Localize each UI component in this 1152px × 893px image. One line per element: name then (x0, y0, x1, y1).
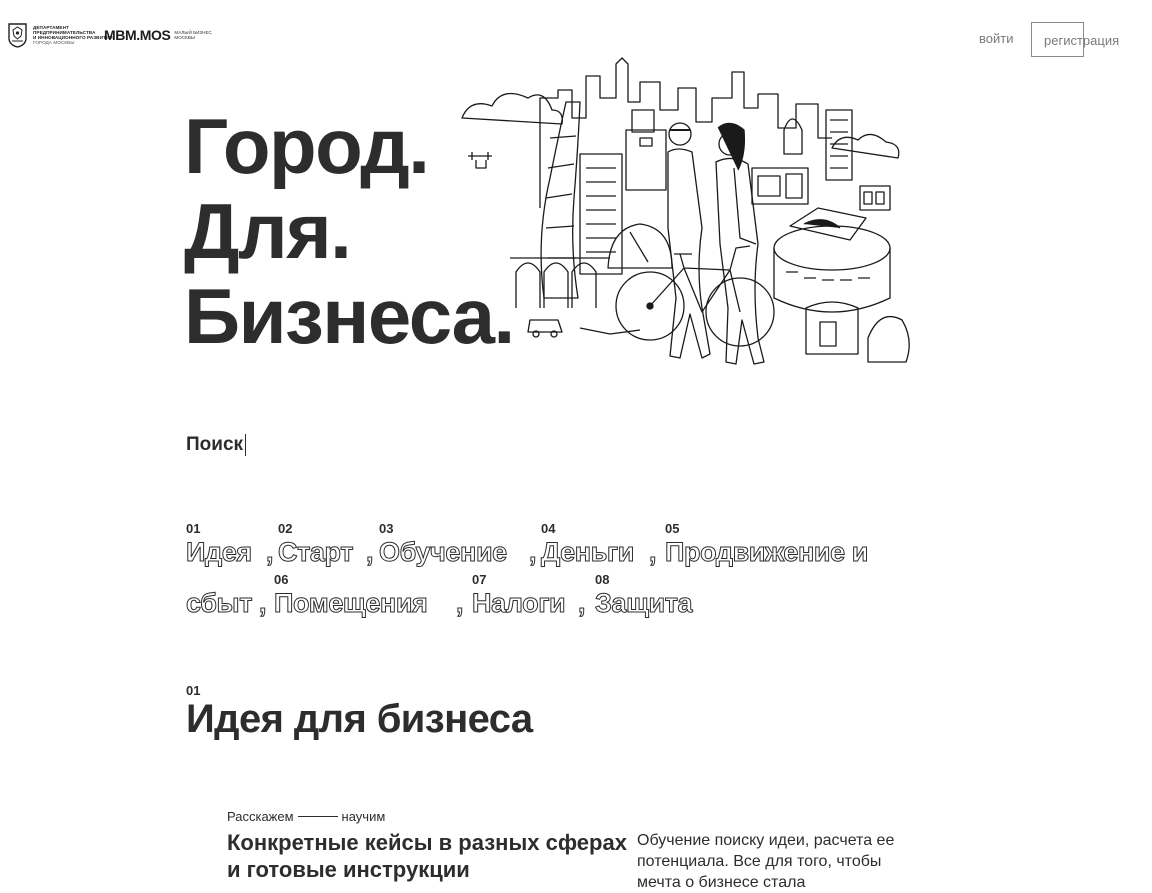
category-separator: , (259, 588, 267, 618)
login-link[interactable]: войти (979, 31, 1014, 46)
section-title: Идея для бизнеса (186, 697, 533, 741)
department-line: И ИННОВАЦИОННОГО РАЗВИТИЯ (33, 35, 113, 40)
tagline-right: научим (341, 809, 386, 824)
hero-line: Бизнеса. (184, 272, 514, 360)
category-label: Идея (186, 537, 252, 567)
department-line: ДЕПАРТАМЕНТ (33, 25, 69, 30)
mbm-sub-line: МОСКВЫ (174, 35, 195, 40)
department-name (33, 25, 113, 45)
card-title: Конкретные кейсы в разных сферах и готовые инструкции (227, 830, 627, 882)
city-illustration (440, 58, 930, 370)
section-number: 01 (186, 683, 201, 698)
category-protection[interactable] (595, 572, 693, 619)
category-label: Старт (278, 537, 354, 567)
category-start[interactable] (278, 521, 354, 568)
mbm-sub-line: МАЛЫЙ БИЗНЕС (174, 30, 212, 35)
category-label: Деньги (541, 537, 634, 567)
search-input[interactable] (245, 434, 246, 456)
category-number: 03 (379, 521, 394, 536)
category-number: 01 (186, 521, 201, 536)
search-bar[interactable] (186, 434, 246, 456)
category-number: 05 (665, 521, 680, 536)
category-separator: , (529, 537, 537, 567)
moscow-emblem-icon (7, 22, 28, 48)
category-label: Защита (595, 588, 693, 618)
department-line: ПРЕДПРИНИМАТЕЛЬСТВА (33, 30, 96, 35)
category-separator: , (266, 537, 274, 567)
department-line: ГОРОДА МОСКВЫ (33, 40, 75, 45)
register-button[interactable]: регистрация (1031, 22, 1123, 57)
category-number: 06 (274, 572, 289, 587)
category-label: сбыт (186, 588, 253, 618)
category-separator: , (649, 537, 657, 567)
mbm-mos-logo[interactable] (104, 27, 212, 43)
category-label: Налоги (472, 588, 566, 618)
mbm-mos-subtitle (174, 30, 211, 40)
category-separator: , (578, 588, 586, 618)
category-separator: , (366, 537, 374, 567)
category-taxes[interactable] (472, 572, 566, 619)
category-number: 04 (541, 521, 556, 536)
hero-line: Для. (184, 187, 351, 275)
department-logo[interactable] (7, 22, 113, 48)
category-promotion-continued[interactable] (186, 588, 252, 619)
hero-line: Город. (184, 102, 429, 190)
tagline-divider (298, 816, 338, 817)
category-money[interactable] (541, 521, 634, 568)
category-education[interactable] (379, 521, 507, 568)
category-label: Помещения (274, 588, 428, 618)
search-label: Поиск (186, 434, 244, 455)
category-number: 02 (278, 521, 293, 536)
category-label: Обучение (379, 537, 507, 567)
category-number: 07 (472, 572, 487, 587)
category-number: 08 (595, 572, 610, 587)
category-separator: , (456, 588, 464, 618)
category-promotion[interactable] (665, 521, 868, 568)
card-description: Обучение поиску идеи, расчета ее потенциала. Все для того, чтобы мечта о бизнесе стала (637, 832, 895, 891)
mbm-mos-mark: MBM.MOS (104, 27, 171, 43)
tagline (227, 809, 385, 824)
category-premises[interactable] (274, 572, 428, 619)
category-idea[interactable] (186, 521, 252, 568)
tagline-left: Расскажем (227, 809, 294, 824)
category-label: Продвижение и (665, 537, 868, 567)
